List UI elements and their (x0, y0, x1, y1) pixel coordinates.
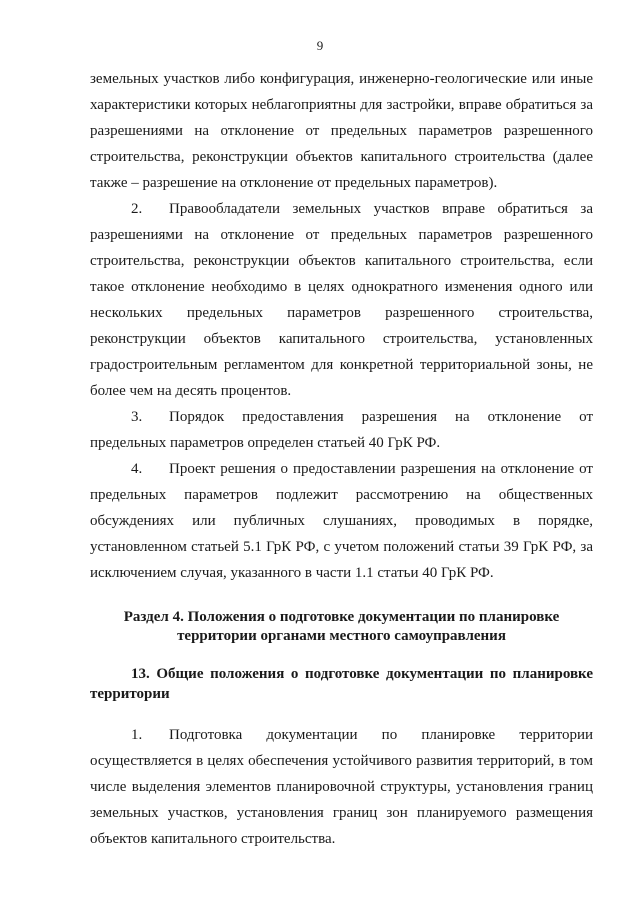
continuation-paragraph: земельных участков либо конфигурация, инженерно-геологические или иные характеристики которых неблагоприятны для застройки, вправе обратиться за разрешениями на отклонение от предельных параметров разрешенного строительства, реконструкции объектов капитального строительства (далее также – разрешение на отклонение от предельных параметров). (90, 71, 593, 191)
paragraph-number: 1. (131, 727, 143, 743)
section-heading: Раздел 4. Положения о подготовке документации по планировке территории органами местного самоуправления (123, 609, 560, 644)
page-number: 9 (316, 38, 324, 53)
paragraph-number: 3. (131, 409, 143, 425)
paragraph-item-3 (90, 404, 593, 456)
paragraph-text: Порядок предоставления разрешения на отклонение от предельных параметров определен статьей 40 ГрК РФ. (90, 409, 593, 451)
paragraph-item-2 (90, 196, 593, 404)
paragraph-number: 4. (131, 461, 143, 477)
paragraph-text: Подготовка документации по планировке территории осуществляется в целях обеспечения устойчивого развития территорий, в том числе выделения элементов планировочной структуры, установления границ земельных участков, установления границ зон планируемого размещения объектов капитального строительства. (90, 727, 593, 847)
paragraph-number: 2. (131, 201, 143, 217)
subsection-heading: 13. Общие положения о подготовке документации по планировке территории (90, 666, 593, 702)
paragraph-text: Проект решения о предоставлении разрешения на отклонение от предельных параметров подлежит рассмотрению на общественных обсуждениях или публичных слушаниях, проводимых в порядке, установленном статьей 5.1 ГрК РФ, с учетом положений статьи 39 ГрК РФ, за исключением случая, указанного в части 1.1 статьи 40 ГрК РФ. (90, 461, 593, 581)
paragraph-item-4 (90, 456, 593, 586)
page-content (90, 66, 593, 852)
subsection-paragraph-1 (90, 722, 593, 852)
paragraph-text: Правообладатели земельных участков вправе обратиться за разрешениями на отклонение от предельных параметров разрешенного строительства, реконструкции объектов капитального строительства, если такое отклонение необходимо в целях однократного изменения одного или нескольких предельных параметров разрешенного строительства, реконструкции объектов капитального строительства, установленных градостроительным регламентом для конкретной территориальной зоны, не более чем на десять процентов. (90, 201, 593, 399)
